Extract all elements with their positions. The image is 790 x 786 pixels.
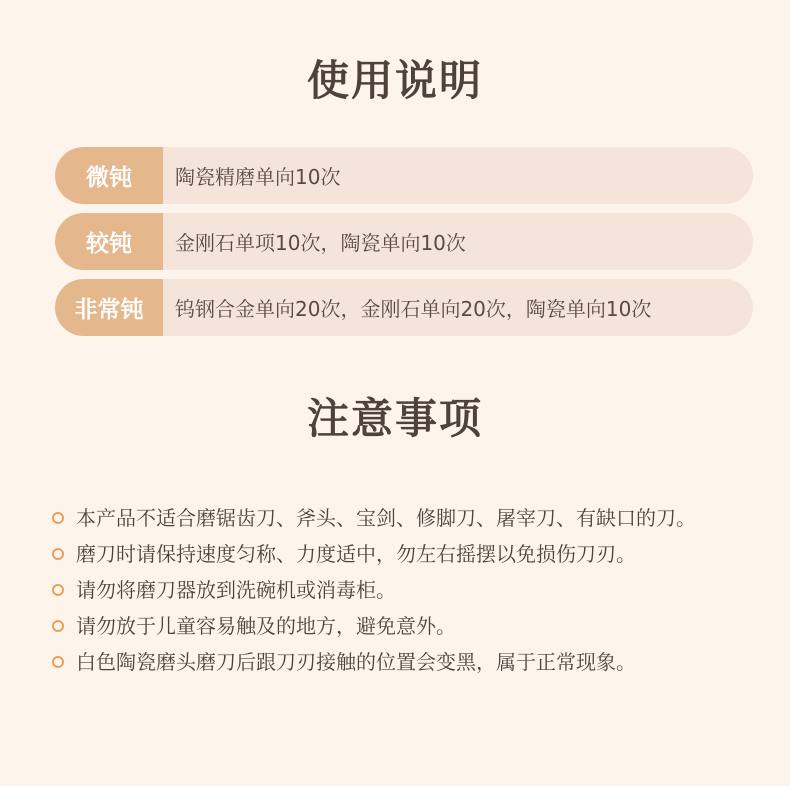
- circle-bullet-icon: [52, 620, 64, 632]
- notes-list: [52, 500, 752, 680]
- note-text: 请勿将磨刀器放到洗碗机或消毒柜。: [76, 578, 396, 602]
- usage-row-fairly-dull: [55, 213, 753, 270]
- notes-title: 注意事项: [306, 394, 483, 443]
- note-text: 请勿放于儿童容易触及的地方，避免意外。: [76, 614, 456, 638]
- note-text: 白色陶瓷磨头磨刀后跟刀刃接触的位置会变黑，属于正常现象。: [76, 650, 636, 674]
- usage-label: 微钝: [55, 147, 163, 204]
- usage-desc: 陶瓷精磨单向10次: [175, 165, 341, 189]
- usage-desc: 钨钢合金单向20次，金刚石单向20次，陶瓷单向10次: [175, 297, 652, 321]
- usage-label: 较钝: [55, 213, 163, 270]
- note-text: 本产品不适合磨锯齿刀、斧头、宝剑、修脚刀、屠宰刀、有缺口的刀。: [76, 506, 696, 530]
- list-item: [52, 536, 752, 572]
- usage-title: 使用说明: [306, 56, 483, 105]
- usage-row-slightly-dull: [55, 147, 753, 204]
- list-item: [52, 608, 752, 644]
- circle-bullet-icon: [52, 656, 64, 668]
- circle-bullet-icon: [52, 512, 64, 524]
- list-item: [52, 500, 752, 536]
- circle-bullet-icon: [52, 584, 64, 596]
- usage-label: 非常钝: [55, 279, 163, 336]
- list-item: [52, 572, 752, 608]
- usage-desc: 金刚石单项10次，陶瓷单向10次: [175, 231, 466, 255]
- usage-row-very-dull: [55, 279, 753, 336]
- circle-bullet-icon: [52, 548, 64, 560]
- usage-list: [55, 147, 753, 345]
- note-text: 磨刀时请保持速度匀称、力度适中，勿左右摇摆以免损伤刀刃。: [76, 542, 636, 566]
- list-item: [52, 644, 752, 680]
